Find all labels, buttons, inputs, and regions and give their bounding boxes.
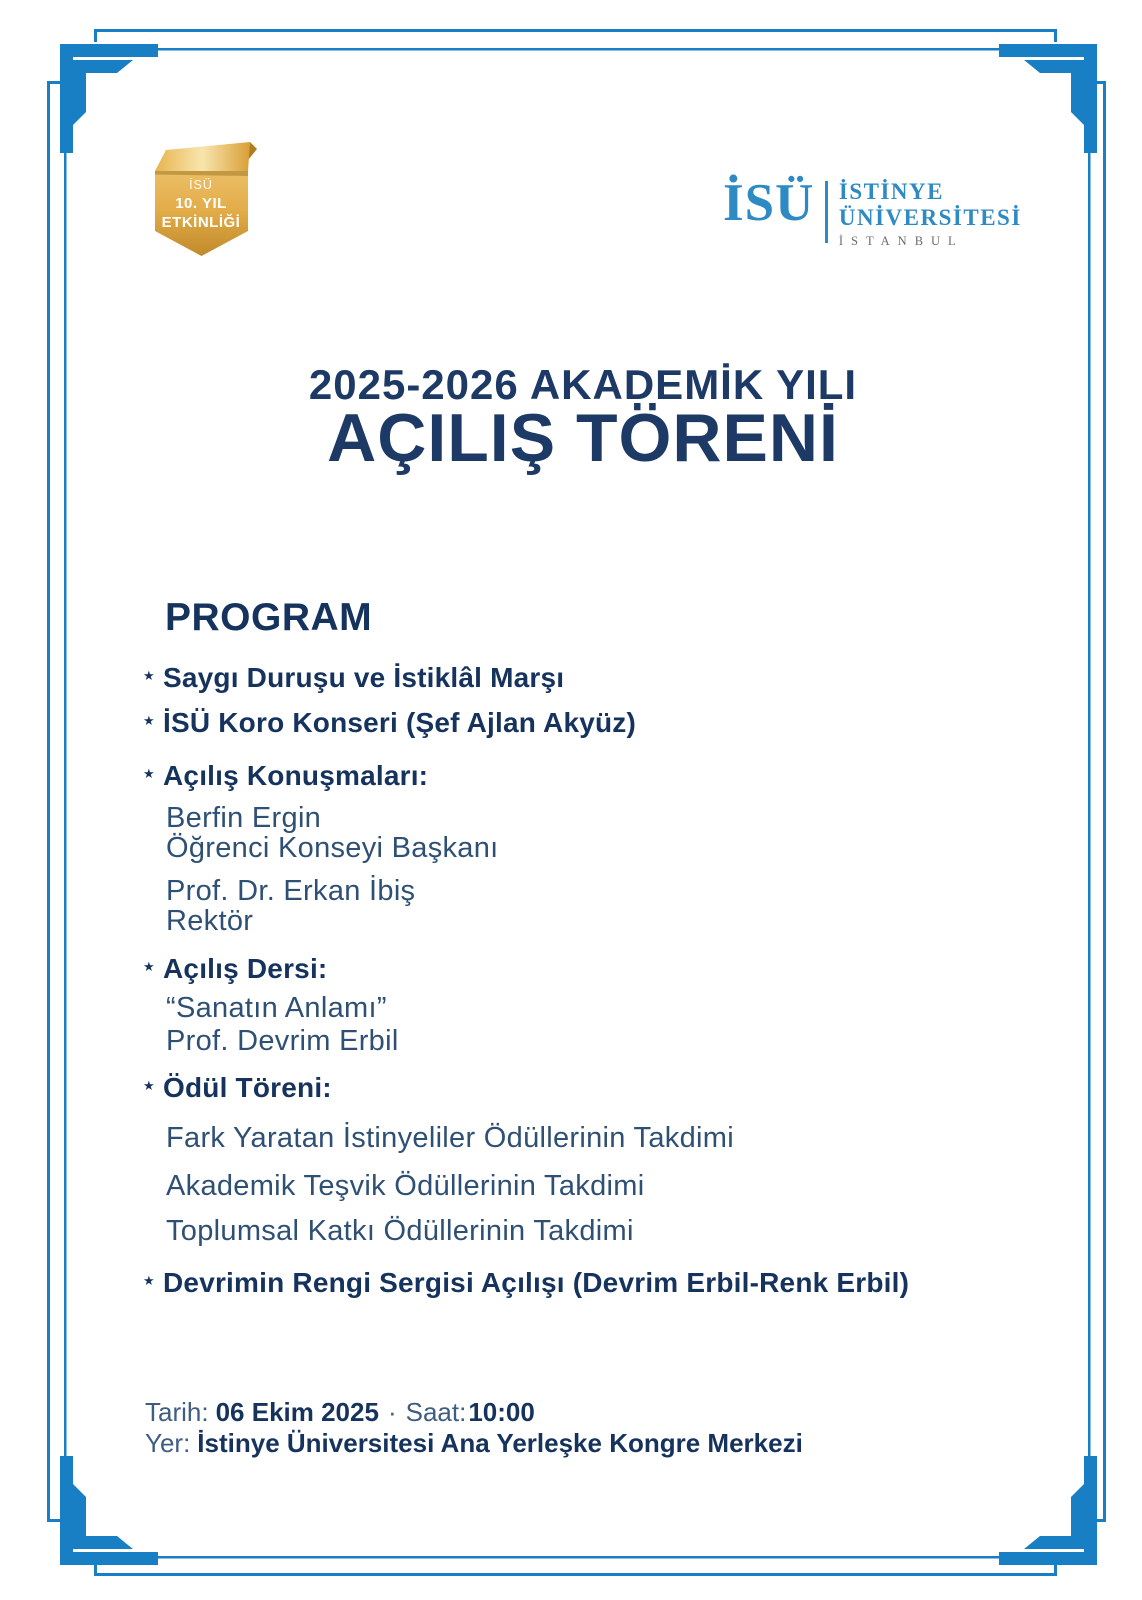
logo-city: İSTANBUL <box>838 234 964 248</box>
lecture-speaker: Prof. Devrim Erbil <box>166 1025 399 1057</box>
place-value: İstinye Üniversitesi Ana Yerleşke Kongre Merkezi <box>197 1428 803 1458</box>
university-logo <box>723 176 1022 249</box>
logo-name-line2: ÜNİVERSİTESİ <box>838 205 1022 230</box>
program-item-label: İSÜ Koro Konseri (Şef Ajlan Akyüz) <box>163 707 637 738</box>
badge-org-label: İSÜ <box>189 178 213 192</box>
star-bullet-icon: ★ <box>143 766 155 781</box>
program-item <box>143 662 565 694</box>
star-bullet-icon: ★ <box>143 713 155 728</box>
title-academic-year: 2025-2026 AKADEMİK YILI <box>308 361 858 408</box>
event-location-line <box>145 1428 803 1459</box>
star-bullet-icon: ★ <box>143 1078 155 1093</box>
program-item-label: Devrimin Rengi Sergisi Açılışı (Devrim Erbil-Renk Erbil) <box>163 1267 910 1298</box>
program-item <box>143 953 328 985</box>
program-item <box>143 1072 332 1104</box>
speaker-name: Prof. Dr. Erkan İbiş <box>166 875 416 907</box>
speaker-role: Öğrenci Konseyi Başkanı <box>166 832 499 864</box>
anniversary-badge-text <box>148 178 254 231</box>
award-line: Akademik Teşvik Ödüllerinin Takdimi <box>166 1170 645 1202</box>
logo-name-line1: İSTİNYE <box>838 179 944 204</box>
award-line: Toplumsal Katkı Ödüllerinin Takdimi <box>166 1215 634 1247</box>
star-bullet-icon: ★ <box>143 959 155 974</box>
lecture-title: “Sanatın Anlamı” <box>166 992 387 1024</box>
speaker-role: Rektör <box>166 905 254 937</box>
time-label: Saat: <box>405 1397 467 1427</box>
program-heading: PROGRAM <box>165 596 373 639</box>
program-item <box>143 1267 910 1299</box>
place-label: Yer: <box>145 1428 191 1458</box>
program-item <box>143 760 429 792</box>
program-item-label: Açılış Konuşmaları: <box>163 760 429 791</box>
date-label: Tarih: <box>145 1397 209 1427</box>
badge-event-label: ETKİNLİĞİ <box>161 214 241 231</box>
program-item-label: Açılış Dersi: <box>163 953 328 984</box>
time-value: 10:00 <box>468 1397 535 1427</box>
speaker-name: Berfin Ergin <box>166 802 322 834</box>
program-item <box>143 707 637 739</box>
title-ceremony: AÇILIŞ TÖRENİ <box>327 400 839 476</box>
star-bullet-icon: ★ <box>143 668 155 683</box>
event-datetime-line <box>145 1397 535 1428</box>
separator-dot: · <box>387 1397 397 1427</box>
star-bullet-icon: ★ <box>143 1273 155 1288</box>
logo-divider <box>825 181 828 243</box>
badge-year-label: 10. YIL <box>175 195 227 212</box>
anniversary-badge <box>148 140 260 262</box>
logo-wordmark <box>839 176 1022 249</box>
program-item-label: Saygı Duruşu ve İstiklâl Marşı <box>163 662 565 693</box>
award-line: Fark Yaratan İstinyeliler Ödüllerinin Takdimi <box>166 1122 734 1154</box>
program-item-label: Ödül Töreni: <box>163 1072 332 1103</box>
logo-acronym: İSÜ <box>723 174 815 232</box>
date-value: 06 Ekim 2025 <box>215 1397 379 1427</box>
